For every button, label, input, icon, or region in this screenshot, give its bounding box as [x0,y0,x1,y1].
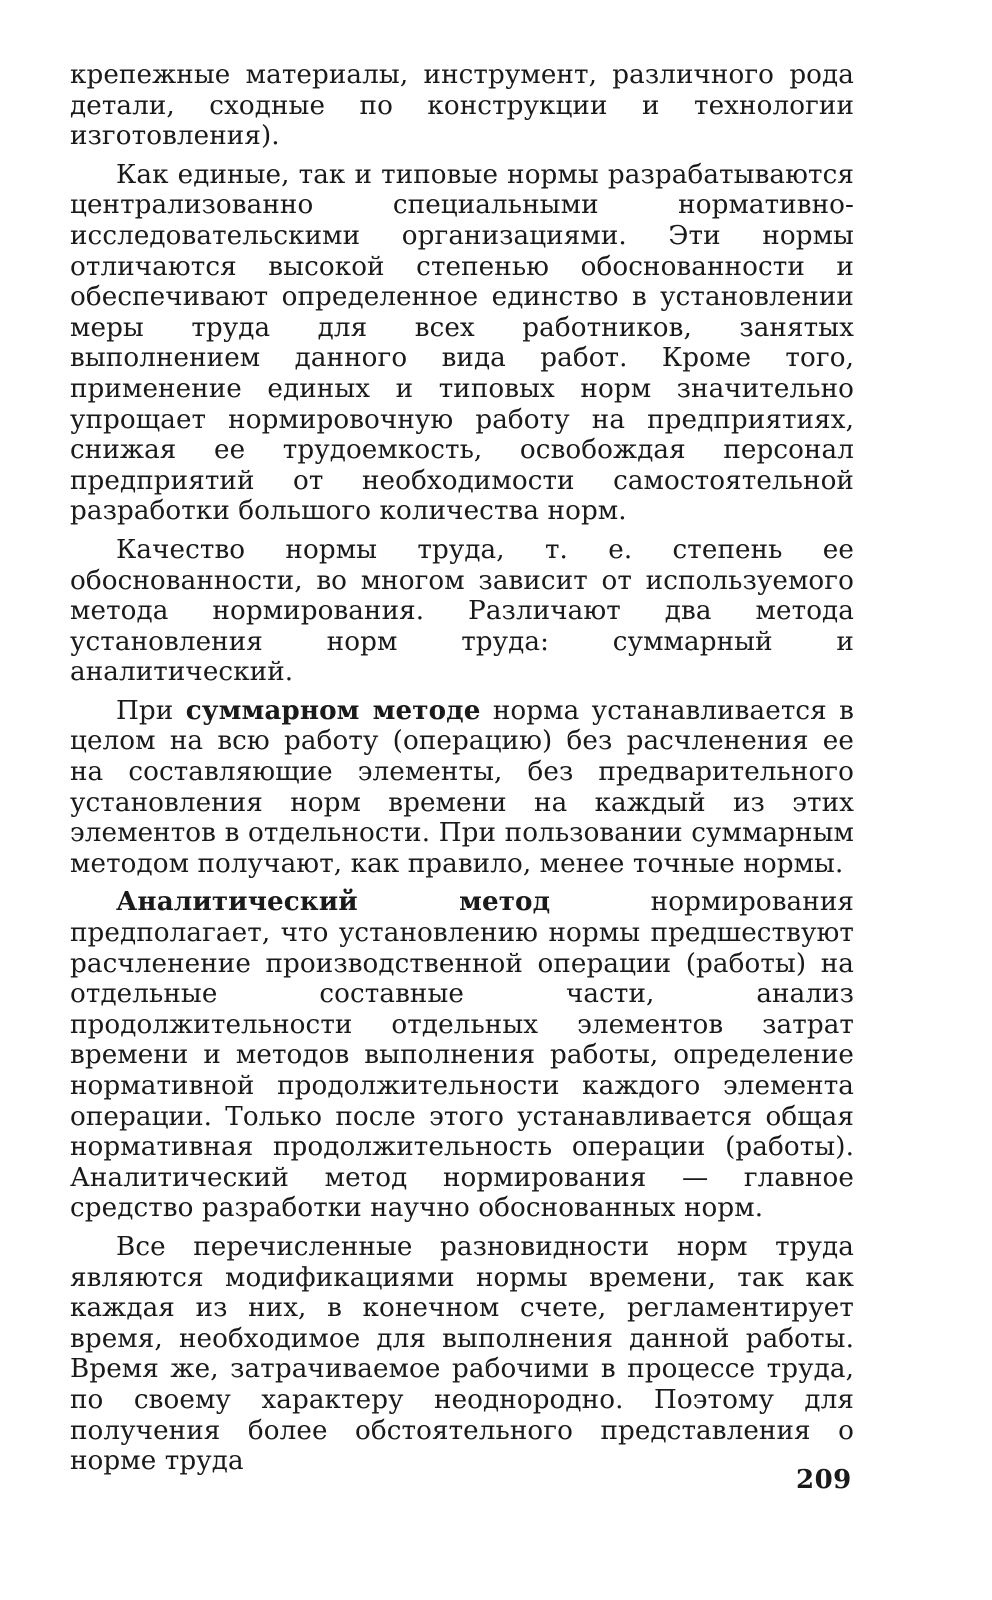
paragraph-4 [70,696,854,880]
paragraph-6-text: Все перечисленные разновидности норм труда являются модификациями нормы времени, так как каждая из них, в конечном счете, регламентирует время, необходимое для выполнения данной работы. Время же, затрачиваемое рабочими в процессе труда, по своему характеру неоднородно. Поэтому для получения более обстоятельного представления о норме труда [70,1231,854,1477]
term-summary-method: суммарном методе [185,694,481,726]
paragraph-5 [70,887,854,1224]
paragraph-4-lead: При [116,695,186,726]
paragraph-1 [70,60,854,152]
paragraph-2-text: Как единые, так и типовые нормы разрабатываются централизованно специальными нормативно-исследовательскими организациями. Эти нормы отличаются высокой степенью обоснованности и обеспечивают определенное единство в установлении меры труда для всех работников, занятых выполнением данного вида работ. Кроме того, применение единых и типовых норм значительно упрощает нормировочную работу на предприятиях, снижая ее трудоемкость, освобождая персонал предприятий от необходимости самостоятельной разработки большого количества норм. [70,159,854,527]
paragraph-4-text: норма устанавливается в целом на всю работу (операцию) без расчленения ее на составляющие элементы, без предварительного установления норм времени на каждый из этих элементов в отдельности. При пользовании суммарным методом получают, как правило, менее точные нормы. [70,695,855,879]
paragraph-1-text: крепежные материалы, инструмент, различного рода детали, сходные по конструкции и технологии изготовления). [70,60,854,152]
paragraph-3-text: Качество нормы труда, т. е. степень ее обоснованности, во многом зависит от используемого метода нормирования. Различают два метода установления норм труда: суммарный и аналитический. [70,534,854,688]
paragraph-2 [70,160,854,527]
paragraph-5-text: нормирования предполагает, что установлению нормы предшествуют расчленение производственной операции (работы) на отдельные составные части, анализ продолжительности отдельных элементов затрат времени и методов выполнения работы, определение нормативной продолжительности каждого элемента операции. Только после этого устанавливается общая нормативная продолжительность операции (работы). Аналитический метод нормирования — главное средство разработки научно обоснованных норм. [70,887,855,1224]
term-analytical-method: Аналитический метод [116,886,551,918]
page-body [70,60,854,1485]
paragraph-3 [70,535,854,688]
page-number: 209 [796,1465,852,1495]
paragraph-6 [70,1232,854,1477]
